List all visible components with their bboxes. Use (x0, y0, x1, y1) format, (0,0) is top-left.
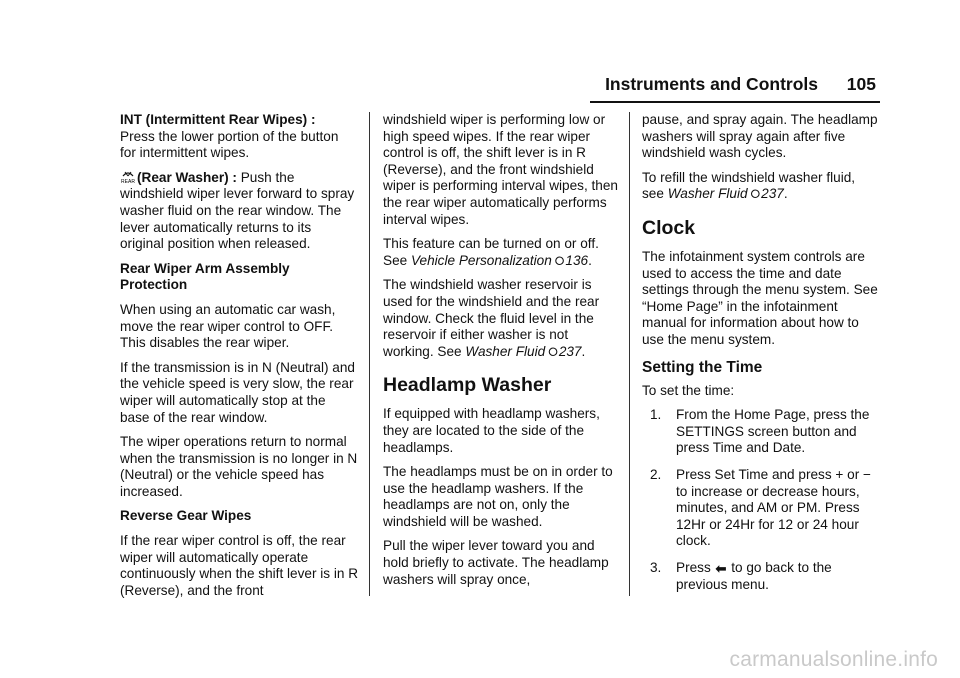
watermark: carmanualsonline.info (729, 648, 938, 671)
column-2 (383, 112, 621, 596)
step-text: to go back to the previous menu. (676, 559, 832, 593)
rear-washer-heading: (Rear Washer) : (137, 169, 237, 185)
header-rule (590, 101, 880, 103)
column-divider (629, 112, 630, 596)
section-title: Instruments and Controls (605, 74, 818, 94)
page-reference-icon: ⭘ (750, 187, 761, 202)
page-header (590, 74, 880, 100)
column-divider (369, 112, 370, 596)
rear-washer-icon (120, 170, 136, 184)
paragraph: This feature can be turned on or off. See Vehicle Personalization ⭘136. (383, 236, 599, 268)
step-number: 2. (650, 466, 662, 482)
list-item (642, 560, 880, 594)
column-3 (642, 112, 880, 604)
step-number: 1. (650, 407, 662, 423)
paragraph: The wiper operations return to normal when the transmission is no longer in N (Neutral) or the vehicle speed has increased. (120, 434, 358, 499)
text: To refill the windshield washer fluid, see (642, 169, 856, 202)
paragraph (120, 170, 358, 253)
step-text: Press (676, 559, 715, 575)
page-reference[interactable]: 136 (565, 252, 589, 268)
reverse-gear-heading: Reverse Gear Wipes (120, 508, 252, 524)
paragraph: If equipped with headlamp washers, they are located to the side of the headlamps. (383, 406, 600, 455)
cross-reference-link[interactable]: Washer Fluid (465, 343, 546, 359)
page-reference[interactable]: 237 (761, 186, 784, 202)
cross-reference-link[interactable]: Washer Fluid (667, 186, 748, 202)
int-heading: INT (Intermittent Rear Wipes) : (120, 112, 316, 127)
paragraph: When using an automatic car wash, move the rear wiper control to OFF. This disables the rear wiper. (120, 301, 336, 351)
column-1 (120, 112, 358, 607)
page-reference-icon: ⭘ (548, 344, 558, 359)
paragraph: The infotainment system controls are used to access the time and date settings through the menu system. See “Home Page” in the infotainment manual for information about how to use the menu system. (642, 248, 878, 347)
page-reference-icon: ⭘ (554, 253, 565, 268)
paragraph: If the transmission is in N (Neutral) and the vehicle speed is very slow, the rear wiper will automatically stop at the base of the rear window. (120, 359, 355, 425)
back-arrow-icon: ⬅ (715, 560, 727, 576)
paragraph: If the rear wiper control is off, the rear wiper will automatically operate continuously when the shift lever is in R (Reverse), and the front (120, 533, 359, 598)
rear-washer-body: Push the windshield wiper lever forward to spray washer fluid on the rear window. The lever automatically returns to its original position when released. (120, 169, 355, 252)
paragraph (120, 112, 358, 162)
page-reference[interactable]: 237 (558, 343, 582, 359)
text: This feature can be turned on or off. See (383, 236, 599, 268)
step-number: 3. (650, 559, 662, 575)
list-item (642, 467, 880, 550)
steps-list (642, 407, 880, 594)
list-item (642, 407, 880, 457)
paragraph: Pull the wiper lever toward you and hold briefly to activate. The headlamp washers will spray once, (383, 538, 609, 587)
svg-text:REAR: REAR (121, 178, 135, 184)
step-text: From the Home Page, press the SETTINGS screen button and press Time and Date. (676, 407, 870, 456)
paragraph: pause, and spray again. The headlamp washers will spray again after five windshield wash cycles. (642, 112, 878, 161)
text: The windshield washer reservoir is used for the windshield and the rear window. Check the fluid level in the reservoir if either washer is not working. See (383, 277, 600, 359)
clock-heading: Clock (642, 216, 696, 239)
paragraph: To refill the windshield washer fluid, see Washer Fluid ⭘237. (642, 169, 856, 202)
int-body: Press the lower portion of the button for intermittent wipes. (120, 128, 339, 161)
page-number: 105 (846, 74, 876, 94)
paragraph: The windshield washer reservoir is used for the windshield and the rear window. Check the fluid level in the reservoir if either washer is not working. See Washer Fluid ⭘237. (383, 277, 600, 359)
paragraph: The headlamps must be on in order to use the headlamp washers. If the headlamps are not on, only the windshield will be washed. (383, 464, 613, 529)
paragraph: windshield wiper is performing low or high speed wipes. If the rear wiper control is off, the shift lever is in R (Reverse), and the front windshield wiper is performing interval wipes, then the rear wiper automatically performs interval wipes. (383, 112, 618, 227)
arm-protection-heading: Rear Wiper Arm Assembly Protection (120, 260, 290, 293)
step-text: Press Set Time and press + or − to increase or decrease hours, minutes, and AM or PM. Press 12Hr or 24Hr for 12 or 24 hour clock. (676, 466, 871, 549)
paragraph: To set the time: (642, 382, 735, 398)
cross-reference-link[interactable]: Vehicle Personalization (410, 252, 552, 268)
setting-time-heading: Setting the Time (642, 358, 763, 376)
headlamp-washer-heading: Headlamp Washer (383, 374, 552, 397)
